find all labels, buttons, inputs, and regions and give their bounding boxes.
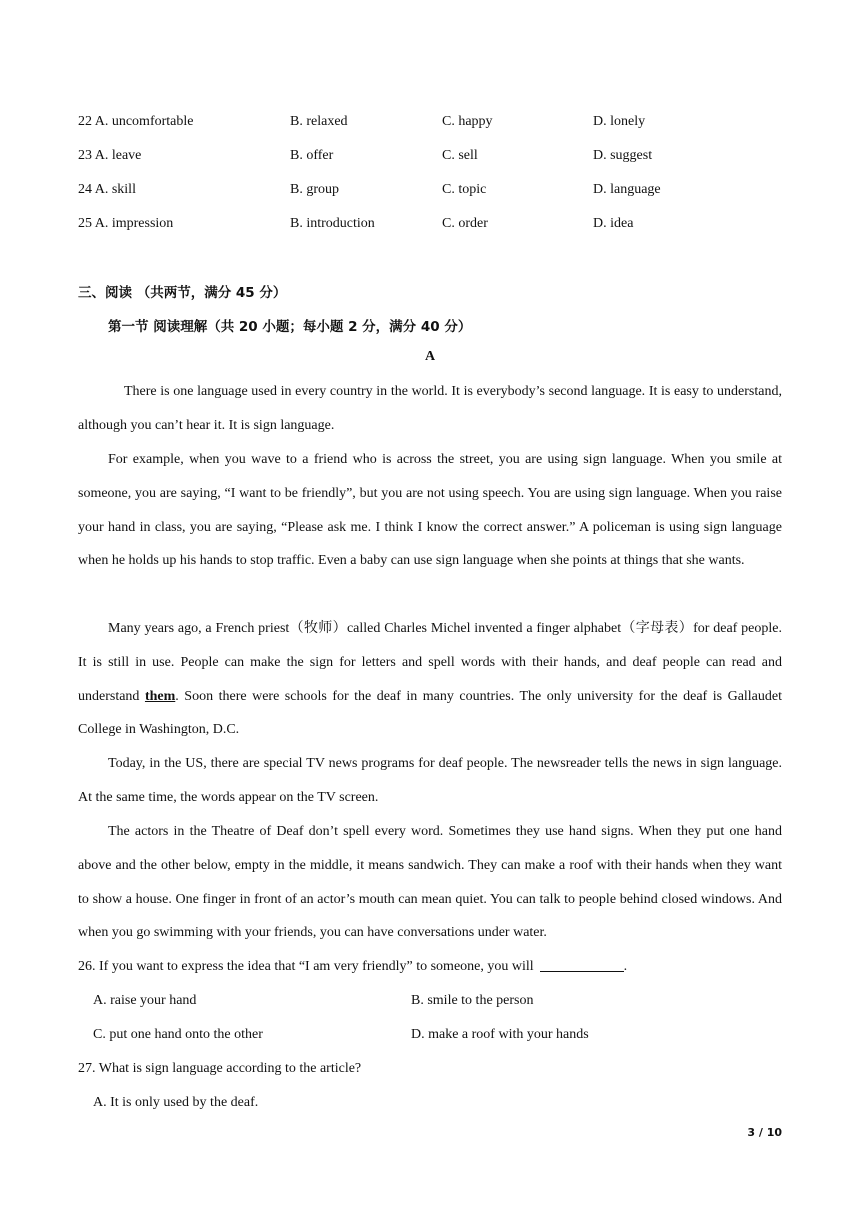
- option-a: 22 A. uncomfortable: [78, 114, 194, 129]
- paragraph-2-text: For example, when you wave to a friend who is across the street, you are using sign language. When you smile at someone, you are saying, “I want to be friendly”, but you are not using speech. You are using sign language. When you raise your hand in class, you are saying, “Please ask me. I think I know the correct answer.” A policeman is using sign language when he holds up his hands to stop traffic. Even a baby can use sign language when she points at things that she wants.: [78, 452, 782, 569]
- paragraph-2: [78, 443, 782, 578]
- paragraph-4: [78, 747, 782, 815]
- option-row-22: [78, 112, 798, 132]
- option-d: D. idea: [593, 216, 634, 231]
- paragraph-4-text: Today, in the US, there are special TV news programs for deaf people. The newsreader tells the news in sign language. At the same time, the words appear on the TV screen.: [78, 756, 782, 805]
- option-a: 24 A. skill: [78, 182, 136, 197]
- subsection-heading: 第一节 阅读理解（共 20 小题；每小题 2 分，满分 40 分）: [108, 319, 472, 335]
- question-27-stem: 27. What is sign language according to the article?: [78, 1061, 362, 1076]
- option-c: C. happy: [442, 114, 493, 129]
- q26-choice-c: C. put one hand onto the other: [93, 1027, 263, 1042]
- paragraph-3: [78, 612, 782, 747]
- option-row-24: [78, 180, 798, 200]
- option-b: B. offer: [290, 148, 334, 163]
- q27-choice-a: A. It is only used by the deaf.: [93, 1095, 259, 1110]
- question-26-end: .: [623, 959, 628, 974]
- underlined-word-them: them: [144, 688, 176, 704]
- paragraph-1-text: There is one language used in every country in the world. It is everybody’s second language. It is easy to understand, although you can’t hear it. It is sign language.: [78, 384, 782, 433]
- page-number: 3 / 10: [747, 1126, 782, 1139]
- option-b: B. relaxed: [290, 114, 348, 129]
- option-a: 23 A. leave: [78, 148, 142, 163]
- option-d: D. language: [593, 182, 661, 197]
- option-c: C. sell: [442, 148, 478, 163]
- option-b: B. group: [290, 182, 339, 197]
- question-26-stem: [78, 957, 627, 977]
- paragraph-5-text: The actors in the Theatre of Deaf don’t spell every word. Sometimes they use hand signs. When they put one hand above and the other below, empty in the middle, it means sandwich. They can make a roof with their hands when they want to show a house. One finger in front of an actor’s mouth can mean quiet. You can talk to people behind closed windows. And when you go swimming with your friends, you can have conversations under water.: [78, 824, 782, 941]
- q26-choice-a: A. raise your hand: [93, 993, 197, 1008]
- paragraph-5: [78, 815, 782, 950]
- section-heading: 三、阅读 （共两节，满分 45 分）: [78, 285, 287, 301]
- option-c: C. order: [442, 216, 488, 231]
- paragraph-3-text-before: Many years ago, a French priest（牧师）called Charles Michel invented a finger alphabet（字母表）for deaf people. It is still in use. People can make the sign for letters and spell words with their hands, and deaf people can read and understand: [78, 621, 782, 704]
- option-a: 25 A. impression: [78, 216, 174, 231]
- option-row-23: [78, 146, 798, 166]
- option-row-25: [78, 214, 798, 234]
- option-b: B. introduction: [290, 216, 375, 231]
- q26-choice-d: D. make a roof with your hands: [411, 1027, 589, 1042]
- paragraph-3-text-after: . Soon there were schools for the deaf in many countries. The only university for the deaf is Gallaudet College in Washington, D.C.: [78, 688, 782, 738]
- paragraph-1: [78, 375, 782, 443]
- answer-blank: [540, 957, 624, 972]
- q26-choice-b: B. smile to the person: [411, 993, 534, 1008]
- question-26-text: 26. If you want to express the idea that “I am very friendly” to someone, you will: [78, 959, 534, 974]
- passage-title: A: [424, 349, 436, 364]
- option-c: C. topic: [442, 182, 487, 197]
- option-d: D. suggest: [593, 148, 653, 163]
- option-d: D. lonely: [593, 114, 646, 129]
